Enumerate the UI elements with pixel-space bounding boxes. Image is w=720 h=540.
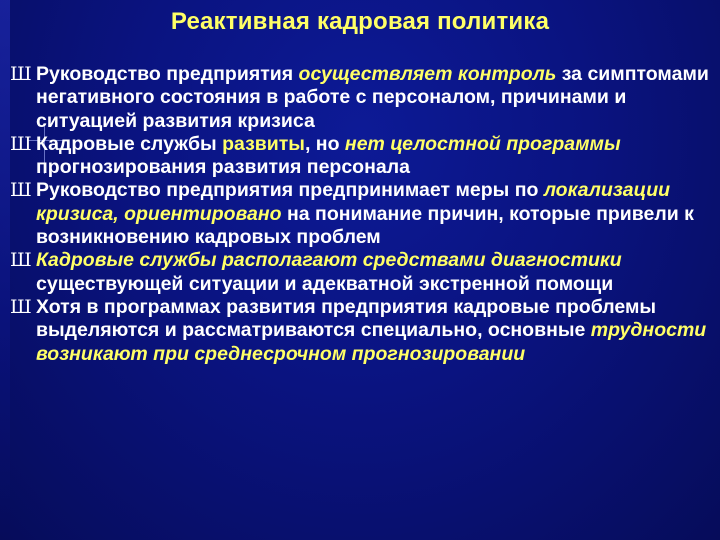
accent-bar	[0, 0, 10, 540]
bullet-marker: Ш	[10, 63, 32, 85]
slide-title: Реактивная кадровая политика	[170, 8, 550, 35]
bullet-marker: Ш	[10, 132, 32, 155]
bullet-text: за симптомами негативного состояния в работе с персоналом, причинами и ситуацией развития кризиса	[36, 63, 709, 132]
bullet-text: на понимание причин, которые привели к возникновению кадровых проблем	[36, 202, 694, 249]
bullet-marker: Ш	[10, 295, 32, 318]
bullet-list	[10, 63, 714, 366]
bullet-text: Хотя в программах развития предприятия кадровые проблемы выделяются и рассматриваются специально, основные	[36, 295, 657, 342]
bullet-marker: Ш	[10, 249, 32, 272]
bullet-item	[10, 296, 714, 366]
bullet-text: Руководство предприятия предпринимает меры по	[36, 179, 544, 202]
bullet-item	[10, 179, 714, 249]
bullet-highlight: локализации кризиса, ориентировано	[36, 179, 671, 225]
bullet-highlight: развиты	[222, 132, 305, 155]
bullet-text: существующей ситуации и адекватной экстренной помощи	[36, 272, 614, 295]
bullet-item	[10, 63, 714, 133]
bullet-text: прогнозирования развития персонала	[36, 156, 410, 179]
bullet-highlight: нет целостной программы	[344, 132, 621, 155]
bullet-text: Руководство предприятия	[36, 63, 299, 85]
bullet-highlight: Кадровые службы располагают средствами диагностики	[36, 249, 622, 272]
bullet-marker: Ш	[10, 179, 32, 202]
bullet-text: Кадровые службы	[36, 132, 223, 155]
bullet-text: , но	[304, 132, 345, 155]
bullet-item	[10, 249, 714, 296]
bullet-highlight: осуществляет контроль	[298, 63, 557, 85]
bullet-highlight: трудности возникают при среднесрочном прогнозировании	[36, 319, 707, 365]
bullet-item	[10, 133, 714, 180]
